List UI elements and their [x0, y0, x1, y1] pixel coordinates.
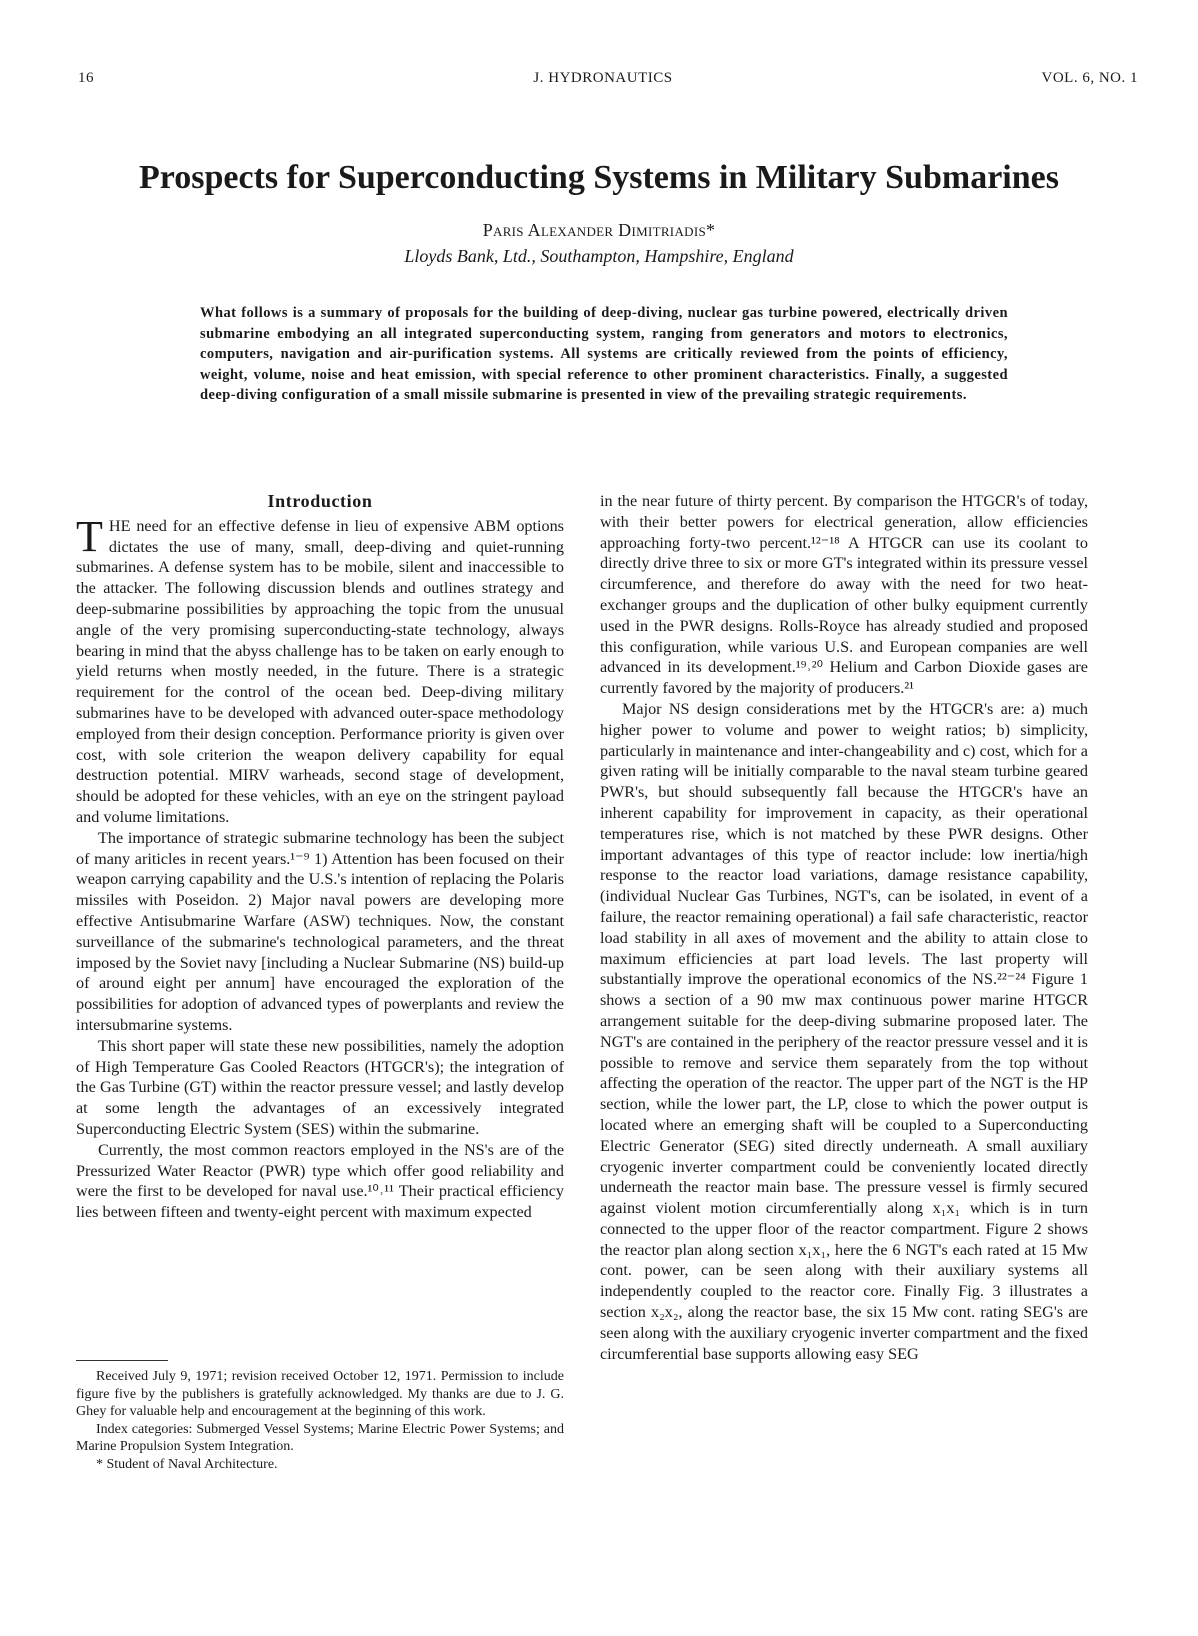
- abstract: What follows is a summary of proposals for the building of deep-diving, nuclear gas turbine powered, electrically driven submarine embodying an all integrated superconducting system, ranging from generators and motors to electronics, computers, navigation and air-purification systems. All systems are critically reviewed from the points of efficiency, weight, volume, noise and heat emission, with special reference to other prominent characteristics. Finally, a suggested deep-diving configuration of a small missile submarine is presented in view of the prevailing strategic requirements.: [200, 305, 1008, 404]
- body-paragraph: Major NS design considerations met by the HTGCR's are: a) much higher power to volume and power to weight ratios; b) simplicity, particularly in maintenance and inter-changeability and c) cost, which for a given rating will be initially comparable to the naval steam turbine geared PWR's, but should subsequently fall because the HTGCR's have an inherent capability for improvement in capacity, as their operational temperatures rise, which is not matched by these PWR designs. Other important advantages of this type of reactor include: low inertia/high response to the reactor load variations, damage resistance capability, (individual Nuclear Gas Turbines, NGT's, can be isolated, in event of a failure, the reactor remaining operational) a fail safe characteristic, reactor load stability in all axes of movement and the ability to attain close to maximum efficiencies at part load levels. The last property will substantially improve the operational economics of the NS.²²⁻²⁴ Figure 1 shows a section of a 90 mw max continuous power marine HTGCR arrangement suitable for the deep-diving submarine proposed later. The NGT's are contained in the periphery of the reactor pressure vessel and it is possible to remove and service them separately from the top without affecting the operation of the reactor. The upper part of the NGT is the HP section, while the lower part, the LP, close to which the power output is located where an emerging shaft will be coupled to a Superconducting Electric Generator (SEG) sited directly underneath. A small auxiliary cryogenic inverter compartment could be conveniently located directly underneath the reactor main base. The pressure vessel is firmly secured against violent motion circumferentially along x₁x₁ which is in turn connected to the upper floor of the reactor compartment. Figure 2 shows the reactor plan along section x₁x₁, here the 6 NGT's each rated at 15 Mw cont. power, can be seen along with their auxiliary systems all independently coupled to the reactor core. Finally Fig. 3 illustrates a section x₂x₂, along the reactor base, the six 15 Mw cont. rating SEG's are seen along with the auxiliary cryogenic inverter compartment and the fixed circumferential base supports allowing easy SEG: [600, 699, 1088, 1363]
- footnote-divider: [76, 1360, 168, 1361]
- footnote-received: Received July 9, 1971; revision received October 12, 1971. Permission to include figure five by the publishers is gratefully acknowledged. My thanks are due to J. G. Ghey for valuable help and encouragement at the beginning of this work.: [76, 1369, 564, 1419]
- drop-cap: T: [76, 511, 103, 561]
- author-name: Paris Alexander Dimitriadis*: [482, 220, 716, 240]
- body-paragraph: This short paper will state these new possibilities, namely the adoption of High Temperature Gas Cooled Reactors (HTGCR's); the integration of the Gas Turbine (GT) within the reactor pressure vessel; and lastly develop at some length the advantages of an excessively integrated Superconducting Electric System (SES) within the submarine.: [76, 1036, 564, 1138]
- paragraph-text: HE need for an effective defense in lieu of expensive ABM options dictates the use of many, small, deep-diving and quiet-running submarines. A defense system has to be mobile, silent and inaccessible to the attacker. The following discussion blends and outlines strategy and deep-submarine possibilities by approaching the topic from the unusual angle of the very promising superconducting-state technology, always bearing in mind that the abyss challenge has to be taken on early enough to yield returns when mostly needed, in the future. There is a strategic requirement for the control of the ocean bed. Deep-diving military submarines have to be developed with advanced outer-space methodology employed from their design conception. Performance priority is given over cost, with sole criterion the weapon delivery capability for equal destruction potential. MIRV warheads, second stage of development, should be adopted for these vehicles, with an eye on the stringent payload and volume limitations.: [76, 516, 564, 826]
- right-column: [600, 491, 1088, 1364]
- footnotes: [76, 1368, 564, 1473]
- volume-issue: VOL. 6, NO. 1: [1041, 70, 1138, 86]
- body-paragraph: Currently, the most common reactors employed in the NS's are of the Pressurized Water Reactor (PWR) type which offer good reliability and were the first to be developed for naval use.¹⁰˒¹¹ Their practical efficiency lies between fifteen and twenty-eight percent with maximum expected: [76, 1140, 564, 1222]
- footnote-index-categories: Index categories: Submerged Vessel Systems; Marine Electric Power Systems; and Marine Propulsion System Integration.: [76, 1421, 564, 1454]
- author-affiliation: Lloyds Bank, Ltd., Southampton, Hampshire, England: [404, 246, 794, 266]
- section-heading-introduction: Introduction: [267, 491, 373, 511]
- body-paragraph: The importance of strategic submarine technology has been the subject of many ariticles in recent years.¹⁻⁹ 1) Attention has been focused on their weapon carrying capability and the U.S.'s intention of replacing the Polaris missiles with Poseidon. 2) Major naval powers are developing more effective Antisubmarine Warfare (ASW) techniques. Now, the constant surveillance of the submarine's technological parameters, and the threat imposed by the Soviet navy [including a Nuclear Submarine (NS) build-up of around eight per annum] have encouraged the exploration of the possibilities for adoption of advanced types of powerplants and review the intersubmarine systems.: [76, 828, 564, 1034]
- running-head: [68, 70, 1138, 92]
- journal-name: J. HYDRONAUTICS: [533, 70, 673, 86]
- left-column: [76, 491, 564, 1223]
- body-paragraph: in the near future of thirty percent. By comparison the HTGCR's of today, with their better powers for electrical generation, allow efficiencies approaching forty-two percent.¹²⁻¹⁸ A HTGCR can use its coolant to directly drive three to six or more GT's integrated within its pressure vessel circumference, and therefore do away with the need for two heat-exchanger groups and the duplication of other bulky equipment currently used in the PWR designs. Rolls-Royce has already studied and proposed this configuration, while various U.S. and European companies are well advanced in its development.¹⁹˒²⁰ Helium and Carbon Dioxide gases are currently favored by the majority of producers.²¹: [600, 492, 1088, 698]
- footnote-author-note: * Student of Naval Architecture.: [96, 1456, 278, 1472]
- body-paragraph: [76, 511, 564, 828]
- paper-title: Prospects for Superconducting Systems in Military Submarines: [139, 159, 1059, 196]
- page-number: 16: [78, 70, 94, 86]
